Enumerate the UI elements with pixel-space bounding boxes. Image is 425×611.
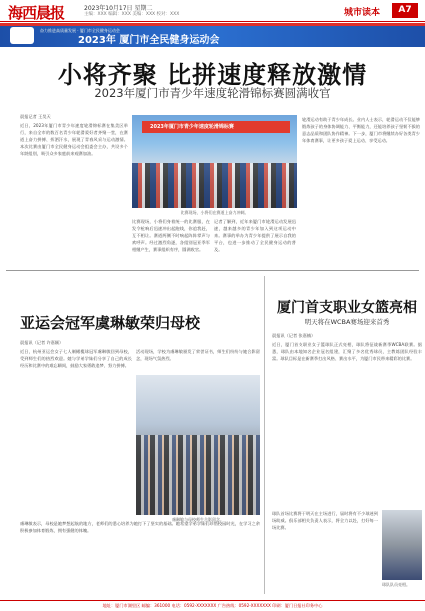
banner-slogan: 奋力推进高质量发展 · 厦门市全民健身运动会 — [40, 28, 120, 33]
editor-credits: 主编：XXX 编辑：XXX 美编：XXX 校对：XXX — [84, 12, 180, 17]
main-byline: 晨报记者 王昊天 — [20, 114, 51, 119]
banner-stripe — [0, 23, 425, 26]
left-col-2: 活动现场，学校为虞琳敏颁发了荣誉证书，师生们纷纷与她合影留念，现场气氛热烈。 — [136, 349, 260, 361]
right-subhead: 明天将在WCBA赛场迎来首秀 — [304, 318, 390, 326]
newspaper-logo: 海西晨报 — [8, 4, 65, 22]
main-subhead: 2023年厦门市青少年速度轮滑锦标赛圆满收官 — [94, 86, 331, 100]
right-col-2: 球队首场比赛将于明天在主场进行，届时将有不少球迷到场助威。俱乐部相关负责人表示，将全力以赴，打好每一场比赛。 — [272, 511, 378, 530]
main-photo — [132, 115, 297, 208]
main-col-4: 记者了解到，近年来厦门市轮滑运动发展迅速，越来越多的青少年加入到这项运动中来。赛事的举办为青少年提供了展示自我的平台，也进一步推动了全民健身运动的普及。 — [214, 219, 296, 252]
section-title: 城市读本 — [344, 8, 381, 18]
sports-logo-icon — [10, 27, 34, 44]
right-photo — [382, 510, 422, 580]
banner-title: 2023年 厦门市全民健身运动会 — [78, 35, 220, 46]
left-byline: 晨报讯（记者 许嘉颖） — [20, 340, 64, 345]
right-photo-caption: 球队队员亮相。 — [382, 582, 410, 587]
left-photo — [136, 375, 260, 515]
masthead — [0, 0, 425, 22]
left-col-1: 近日，杭州亚运会女子七人制橄榄球冠军虞琳敏回到母校，受到师生们的热烈欢迎。她与学弟学妹们分享了自己的成长经历和比赛中的难忘瞬间，鼓励大家勇敢追梦、努力拼搏。 — [20, 349, 132, 368]
skaters-crowd — [132, 163, 297, 208]
right-byline: 晨报讯（记者 张嘉楠） — [272, 333, 316, 338]
main-photo-caption: 比赛现场，小将们在赛道上奋力冲刺。 — [180, 210, 249, 215]
main-headline: 小将齐聚 比拼速度释放激情 — [57, 61, 368, 89]
right-col-1: 近日，厦门首支职业女子篮球队正式亮相，球队将征战新赛季WCBA联赛。据悉，球队由本地知名企业冠名组建，汇聚了多名优秀球员，主教练团队经验丰富。球队目标是在新赛季打出风格、赛出水平，为厦门市民带来精彩的比赛。 — [272, 342, 422, 361]
left-headline: 亚运会冠军虞琳敏荣归母校 — [20, 314, 201, 332]
column-divider — [264, 276, 265, 594]
arch-banner-text: 2023年厦门市青少年速度轮滑锦标赛 — [150, 124, 234, 130]
main-col-5: 轮滑运动有助于青少年成长。业内人士表示，轮滑运动不仅能够锻炼孩子的身体协调能力、平衡能力，还能培养孩子坚韧不拔的意志品质和团队协作精神。下一步，厦门市将继续办好各类青少年体育赛事，让更多孩子爱上运动、享受运动。 — [302, 117, 420, 143]
left-col-3: 虞琳敏表示，母校是她梦想起航的地方，老师们的悉心培养为她打下了坚实的基础。她希望学弟学妹们珍惜校园时光，在学习之余积极参加体育锻炼，拥有强健的体魄。 — [20, 521, 260, 533]
students-crowd — [136, 435, 260, 515]
footer-info: 地址：厦门市湖里区 邮编：361000 电话：0592-XXXXXXX 广告热线：0592-XXXXXXX 印刷：厦门日报社印务中心 — [0, 600, 425, 611]
main-col-2: 比赛现场，小将们身着统一的比赛服，在发令枪响后迅速冲出起跑线，你追我赶，互不相让。赛道两侧不时响起阵阵掌声与欢呼声。经过激烈角逐，各组别冠亚季军相继产生，赛事组织有序，圆满收官。 — [132, 219, 210, 252]
right-headline: 厦门首支职业女篮亮相 — [277, 300, 417, 316]
main-col-1: 近日，2023年厦门市青少年速度轮滑锦标赛在集美区举行，来自全市的数百名青少年轮滑爱好者齐聚一堂，在赛道上奋力拼搏、挥洒汗水，展现了青春风采与运动激情。本次比赛由厦门市全民健身运动会组委会主办，共设多个年龄组别，吸引众多家庭前来观赛加油。 — [20, 123, 128, 156]
section-divider — [6, 270, 419, 271]
page-number-badge: A7 — [392, 3, 418, 18]
issue-date: 2023年10月17日 星期二 — [84, 5, 153, 12]
left-photo-caption: 虞琳敏与母校师生合影留念。 — [172, 517, 224, 522]
